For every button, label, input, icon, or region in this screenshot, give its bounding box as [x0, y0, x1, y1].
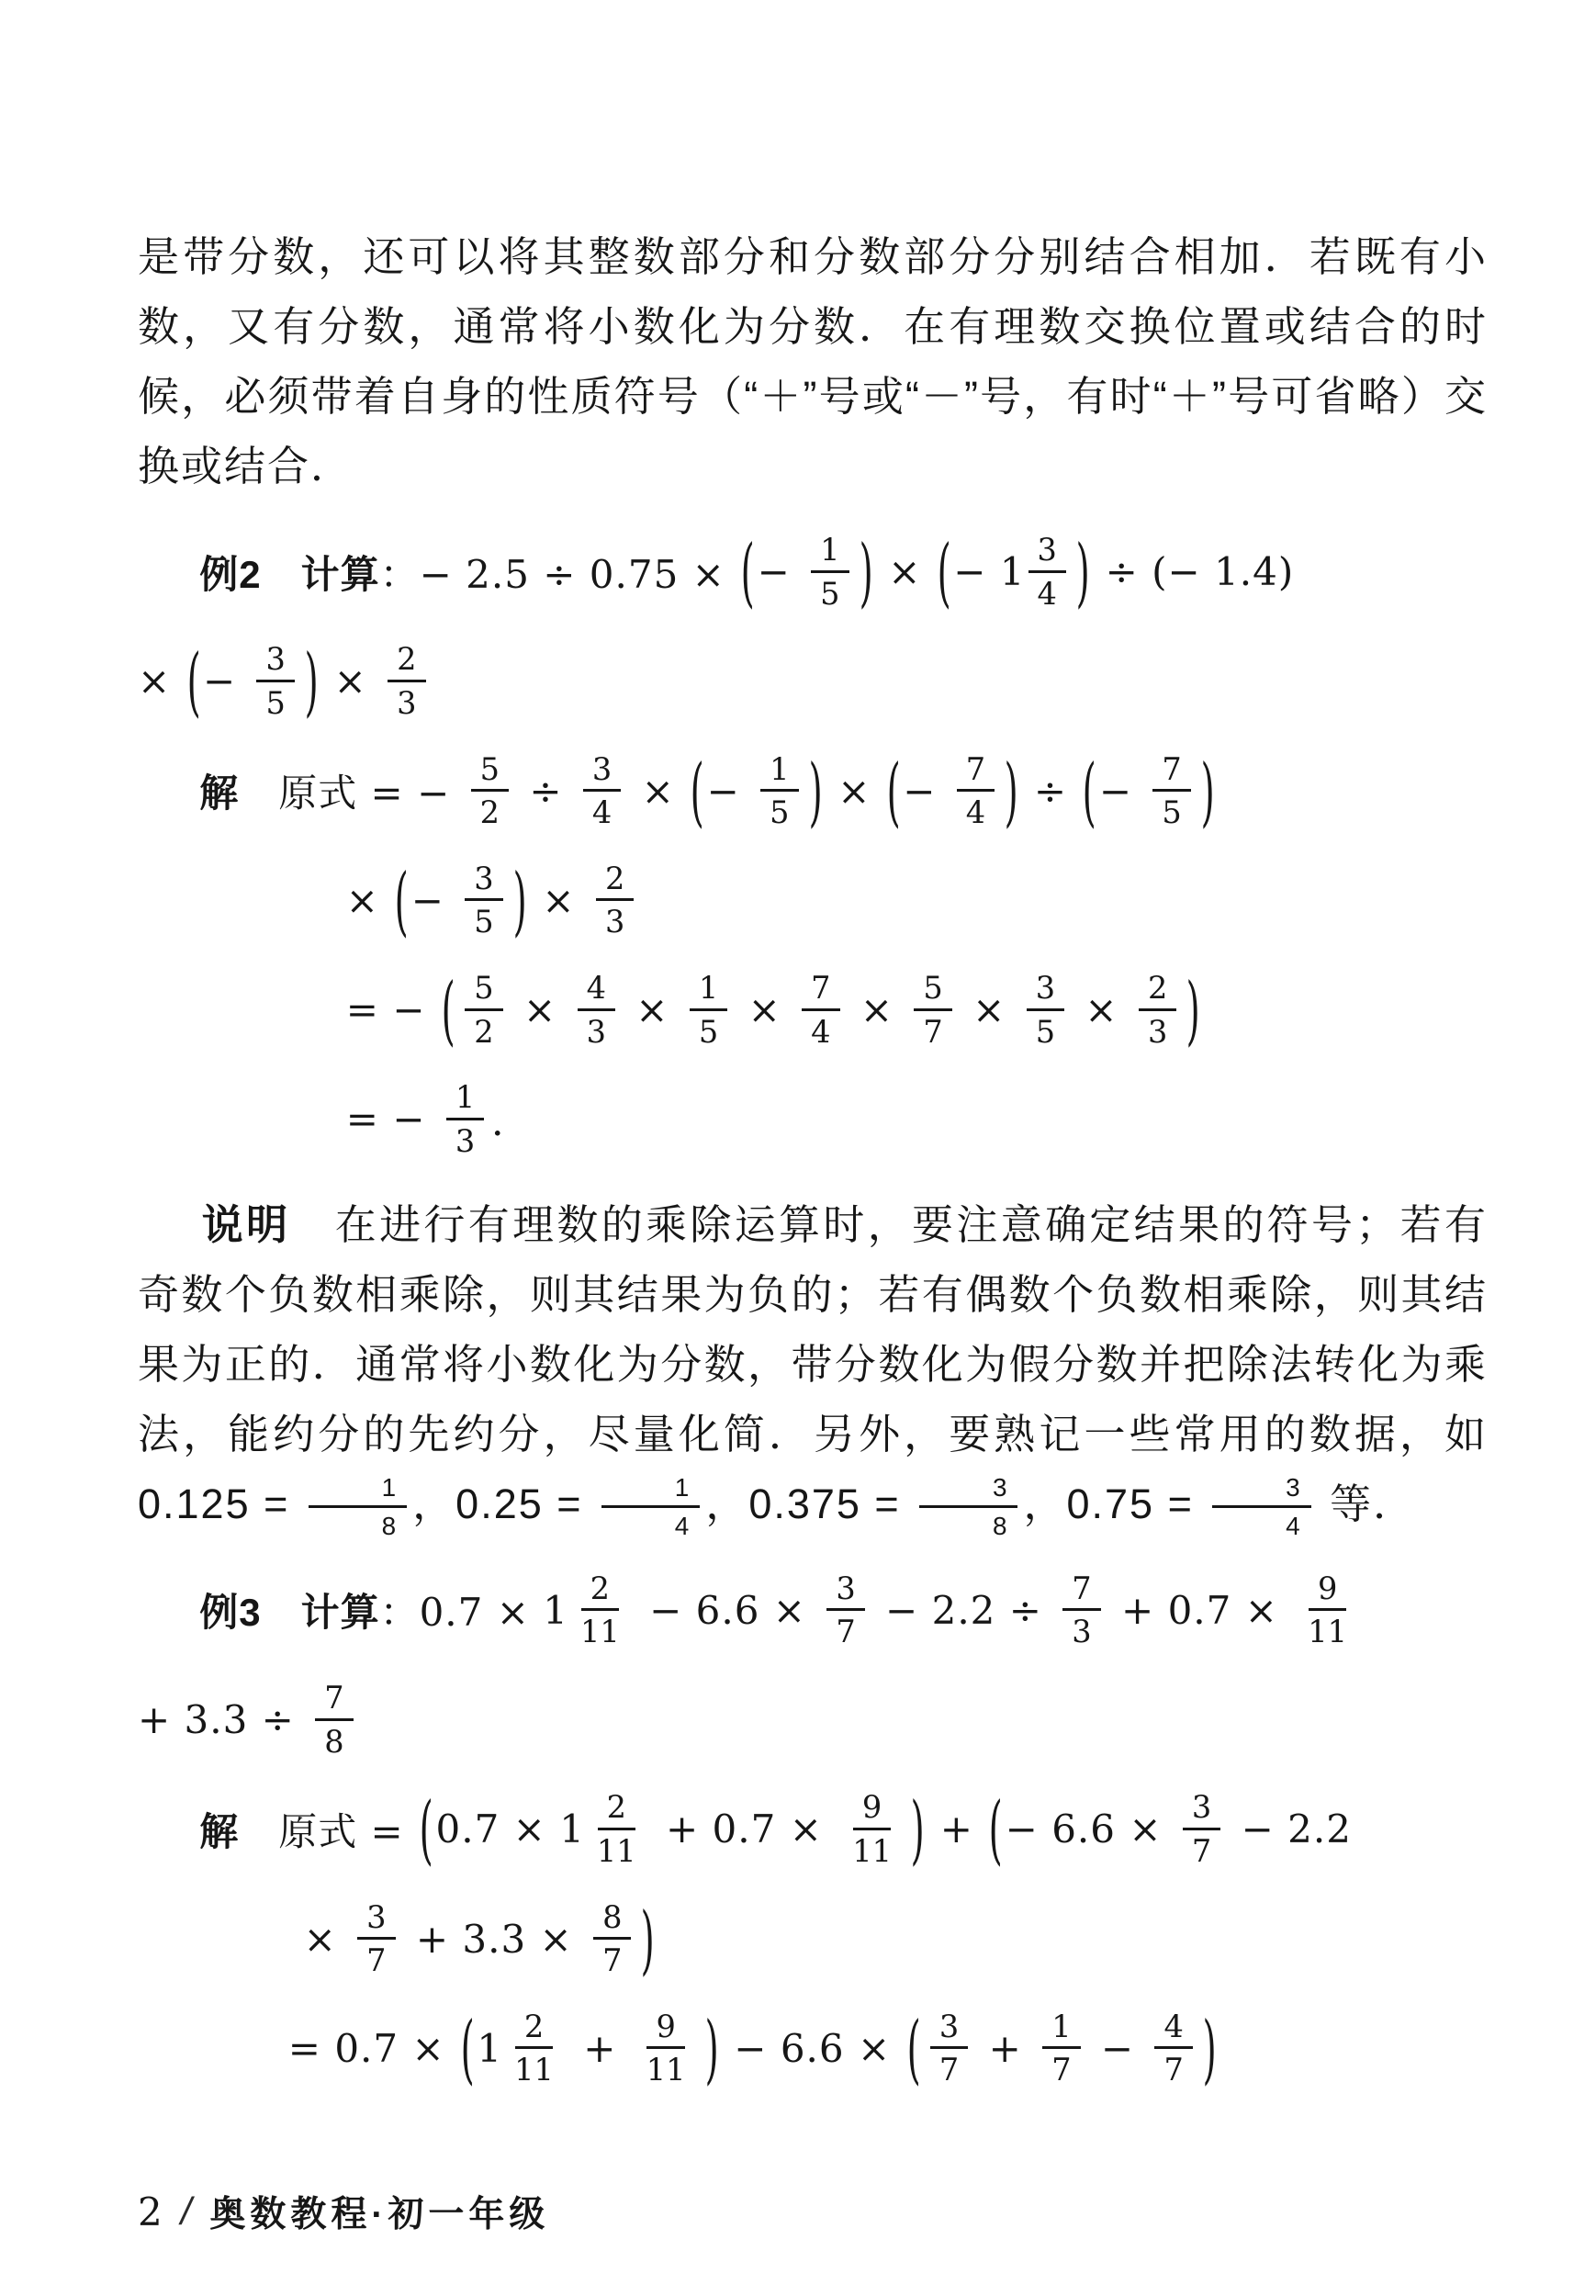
remark-paragraph — [138, 1190, 1488, 1540]
whole-number: 1 — [559, 1806, 584, 1852]
denominator: 11 — [1308, 1614, 1347, 1650]
denominator: 4 — [674, 1511, 691, 1540]
numerator: 3 — [1183, 1790, 1220, 1830]
numerator: 7 — [315, 1681, 353, 1721]
fraction — [471, 752, 509, 830]
text-run: − 2.2 ÷ — [871, 1587, 1056, 1633]
numerator: 3 — [583, 752, 621, 793]
numerator: 2 — [581, 1571, 619, 1612]
big-paren-close: ) — [1075, 527, 1090, 616]
text-run: ，0.375 = — [705, 1480, 915, 1527]
fraction — [843, 1790, 901, 1868]
denominator: 7 — [923, 1013, 943, 1050]
text-run: 在进行有理数的乘除运算时，要注意确定结果的符号；若有奇数个负数相乘除，则其结果为负的；若有偶数个负数相乘除，则其结果为正的．通常将小数化为分数，带分数化为假分数并把除法转化为乘法，能约分的先约分，尽量化简．另外，要熟记一些常用的数据，如 0.125 = — [138, 1200, 1488, 1527]
numerator: 7 — [957, 752, 995, 793]
text-run — [262, 1582, 301, 1638]
mixed-number — [543, 1571, 635, 1649]
text-run: + 0.7 × — [1107, 1587, 1292, 1633]
fraction — [760, 752, 798, 830]
big-paren-open: ( — [937, 527, 951, 616]
denominator: 5 — [1035, 1013, 1056, 1050]
text-run: = − — [345, 1097, 439, 1142]
content — [138, 222, 1488, 2093]
denominator: 2 — [479, 794, 500, 831]
denominator: 7 — [1191, 1832, 1212, 1869]
big-paren-close: ) — [1004, 747, 1018, 835]
text-run: + 3.3 ÷ — [138, 1697, 309, 1743]
text-run: × — [847, 987, 907, 1033]
bold-label: 说明 — [201, 1200, 291, 1248]
footer-separator: / — [180, 2189, 192, 2233]
bold-label: 解 — [199, 1809, 240, 1853]
text-run: × — [735, 987, 795, 1033]
fraction — [583, 752, 621, 830]
denominator: 8 — [992, 1511, 1009, 1540]
whole-number: 1 — [543, 1587, 568, 1633]
fraction — [637, 2009, 695, 2088]
fraction — [315, 1681, 353, 1759]
denominator: 5 — [265, 684, 286, 721]
big-paren-close: ) — [859, 527, 873, 616]
text-run: 是带分数，还可以将其整数部分和分数部分分别结合相加．若既有小数，又有分数，通常将小数化为分数．在有理数交换位置或结合的时候，必须带着自身的性质符号（“＋”号或“－”号，有时“＋”号可省略）交换或结合． — [138, 233, 1488, 490]
numerator: 3 — [357, 1900, 395, 1941]
text-run: × — [959, 987, 1019, 1033]
numerator: 1 — [811, 533, 849, 573]
text-run: × — [345, 877, 393, 923]
page-footer — [138, 2186, 549, 2237]
numerator: 1 — [601, 1473, 700, 1507]
text-run: ． — [491, 1098, 532, 1144]
big-paren-close: ) — [1186, 965, 1201, 1054]
denominator: 7 — [938, 2052, 960, 2088]
fraction — [1062, 1571, 1100, 1649]
big-paren-open: ( — [419, 1785, 433, 1874]
numerator: 2 — [388, 642, 425, 682]
bold-label: 计算 — [300, 1591, 380, 1635]
big-paren-open: ( — [186, 637, 201, 726]
text-run: − 6.6 × — [635, 1587, 820, 1633]
denominator: 11 — [596, 1832, 636, 1869]
fraction — [826, 1571, 864, 1649]
text-run: = 0.7 × — [287, 2025, 459, 2071]
text-run: × — [628, 768, 689, 814]
text-run: = − — [345, 987, 439, 1033]
page-number: 2 — [138, 2189, 163, 2234]
text-run: + — [569, 2025, 630, 2071]
text-run: × — [824, 768, 884, 814]
big-paren-open: ( — [886, 747, 901, 835]
numerator: 9 — [853, 1790, 891, 1830]
numerator: 3 — [930, 2009, 968, 2050]
numerator: 2 — [598, 1790, 635, 1830]
fraction — [256, 642, 294, 720]
numerator: 4 — [1154, 2009, 1192, 2050]
text-run: ：0.7 × — [379, 1590, 544, 1636]
bold-label: 例2 — [199, 552, 262, 596]
book-title: 奥数教程·初一年级 — [209, 2195, 550, 2234]
mixed-number — [477, 2009, 569, 2088]
denominator: 7 — [1163, 2052, 1184, 2088]
text-run: ÷ (− 1.4) — [1092, 549, 1295, 595]
big-paren-close: ) — [808, 747, 823, 835]
fraction — [601, 1473, 700, 1540]
numerator: 9 — [646, 2009, 684, 2050]
fraction — [465, 861, 502, 940]
numerator: 3 — [1027, 971, 1064, 1011]
big-paren-close: ) — [641, 1895, 656, 1984]
text-run: + 0.7 × — [652, 1806, 837, 1852]
fraction — [1154, 2009, 1192, 2088]
denominator: 7 — [602, 1942, 623, 1979]
denominator: 11 — [580, 1614, 620, 1650]
fraction — [505, 2009, 563, 2088]
fraction — [578, 971, 615, 1049]
example3-solution-line1 — [199, 1785, 1488, 1874]
text-run: − — [953, 549, 1000, 595]
denominator: 7 — [366, 1942, 387, 1979]
denominator: 8 — [324, 1723, 344, 1760]
denominator: 5 — [474, 904, 494, 940]
fraction — [1183, 1790, 1220, 1868]
numerator: 1 — [309, 1473, 407, 1507]
fraction — [1027, 971, 1064, 1049]
fraction — [446, 1080, 484, 1158]
numerator: 1 — [1042, 2009, 1080, 2050]
big-paren-close: ) — [304, 637, 319, 726]
example2-solution-line3 — [345, 965, 1488, 1054]
numerator: 9 — [1309, 1571, 1346, 1612]
bold-label: 例3 — [199, 1591, 262, 1635]
fraction — [1298, 1571, 1356, 1649]
text-run: 0.7 × — [435, 1806, 560, 1852]
numerator: 3 — [256, 642, 294, 682]
example2-solution-line1 — [199, 747, 1488, 835]
denominator: 3 — [1147, 1013, 1168, 1050]
text-run: + — [927, 1806, 987, 1852]
text-run: × — [622, 987, 682, 1033]
denominator: 8 — [381, 1511, 399, 1540]
numerator: 2 — [515, 2009, 553, 2050]
example2-solution-result — [346, 1080, 1488, 1158]
denominator: 4 — [811, 1013, 831, 1050]
denominator: 7 — [1051, 2052, 1072, 2088]
numerator: 4 — [578, 971, 615, 1011]
big-paren-open: ( — [394, 856, 410, 945]
denominator: 4 — [1286, 1511, 1302, 1540]
numerator: 8 — [593, 1900, 631, 1941]
numerator: 7 — [1152, 752, 1190, 793]
denominator: 5 — [698, 1013, 719, 1050]
text-run: × — [529, 877, 589, 923]
example3-problem — [199, 1571, 1488, 1649]
bold-label: 计算 — [300, 552, 380, 596]
denominator: 4 — [1037, 575, 1057, 612]
numerator: 2 — [596, 861, 634, 902]
text-run: × — [303, 1916, 351, 1962]
denominator: 4 — [591, 794, 613, 831]
text-run: − — [903, 768, 950, 814]
denominator: 3 — [586, 1013, 606, 1050]
big-paren-close: ) — [1202, 2004, 1217, 2093]
big-paren-close: ) — [1200, 747, 1215, 835]
numerator: 3 — [1212, 1473, 1310, 1507]
text-run: − 6.6 × — [720, 2025, 905, 2071]
example3-solution-line2 — [303, 1895, 1488, 1984]
text-run: + 3.3 × — [402, 1916, 587, 1962]
text-run: × — [1072, 987, 1131, 1033]
denominator: 3 — [604, 904, 625, 940]
whole-number: 1 — [999, 549, 1025, 595]
numerator: 7 — [1062, 1571, 1100, 1612]
text-run: ÷ — [516, 768, 576, 814]
big-paren-close: ) — [512, 856, 527, 945]
denominator: 4 — [965, 794, 986, 831]
numerator: 5 — [465, 971, 502, 1011]
denominator: 2 — [474, 1013, 494, 1050]
numerator: 3 — [1028, 533, 1066, 573]
numerator: 5 — [471, 752, 509, 793]
whole-number: 1 — [477, 2025, 502, 2071]
denominator: 7 — [836, 1614, 856, 1650]
example3-solution-line3 — [287, 2004, 1488, 2093]
fraction — [357, 1900, 395, 1978]
denominator: 11 — [514, 2052, 554, 2088]
text-run: − — [757, 549, 804, 595]
text-run: ÷ — [1020, 768, 1081, 814]
text-run: × — [138, 658, 185, 704]
text-run: + — [975, 2025, 1036, 2071]
fraction — [919, 1473, 1017, 1540]
example2-solution-line2 — [345, 856, 1488, 945]
text-run: × — [510, 987, 570, 1033]
numerator: 3 — [465, 861, 502, 902]
fraction — [690, 971, 727, 1049]
fraction — [465, 971, 502, 1049]
fraction — [1028, 533, 1066, 611]
fraction — [1042, 2009, 1080, 2088]
fraction — [1212, 1473, 1310, 1540]
numerator: 7 — [802, 971, 839, 1011]
numerator: 3 — [919, 1473, 1017, 1507]
denominator: 11 — [852, 1832, 892, 1869]
text-run — [262, 545, 301, 600]
denominator: 3 — [455, 1122, 476, 1159]
text-run: ，0.25 = — [412, 1480, 597, 1527]
big-paren-open: ( — [441, 965, 455, 1054]
fraction — [957, 752, 995, 830]
fraction — [388, 642, 425, 720]
text-run: ，0.75 = — [1023, 1480, 1208, 1527]
numerator: 1 — [446, 1080, 484, 1120]
text-run: − — [1098, 768, 1146, 814]
big-paren-close: ) — [704, 2004, 719, 2093]
text-run: − — [706, 768, 754, 814]
mixed-number — [559, 1790, 652, 1868]
big-paren-open: ( — [988, 1785, 1004, 1874]
text-run: ：− 2.5 ÷ 0.75 × — [379, 551, 739, 597]
fraction — [811, 533, 849, 611]
fraction — [593, 1900, 631, 1978]
big-paren-close: ) — [910, 1785, 925, 1874]
text-run: 原式 = − — [239, 771, 464, 816]
example3-problem-cont — [138, 1681, 1488, 1759]
big-paren-open: ( — [460, 2004, 475, 2093]
example2-problem-cont — [138, 637, 1488, 726]
fraction — [571, 1571, 629, 1649]
denominator: 5 — [820, 575, 840, 612]
big-paren-open: ( — [906, 2004, 921, 2093]
numerator: 1 — [690, 971, 727, 1011]
fraction — [1152, 752, 1190, 830]
denominator: 3 — [1072, 1614, 1092, 1650]
text-run: − — [410, 877, 458, 923]
text-run: − — [1087, 2025, 1148, 2071]
denominator: 11 — [646, 2052, 686, 2088]
numerator: 1 — [760, 752, 798, 793]
big-paren-open: ( — [740, 527, 755, 616]
numerator: 3 — [826, 1571, 864, 1612]
text-run: − 2.2 — [1228, 1806, 1352, 1852]
fraction — [802, 971, 839, 1049]
fraction — [930, 2009, 968, 2088]
numerator: 2 — [1139, 971, 1176, 1011]
fraction — [1139, 971, 1176, 1049]
text-run: × — [320, 658, 381, 704]
text-run: × — [874, 549, 935, 595]
denominator: 5 — [770, 794, 790, 831]
big-paren-open: ( — [1083, 747, 1097, 835]
numerator: 5 — [914, 971, 951, 1011]
fraction — [588, 1790, 646, 1868]
text-run: 等． — [1316, 1480, 1417, 1527]
fraction — [309, 1473, 407, 1540]
bold-label: 解 — [199, 771, 240, 816]
denominator: 5 — [1162, 794, 1182, 831]
text-run: − — [202, 658, 250, 704]
fraction — [596, 861, 634, 940]
mixed-number — [1000, 533, 1073, 611]
big-paren-open: ( — [690, 747, 704, 835]
text-run: − 6.6 × — [1005, 1806, 1175, 1852]
intro-paragraph — [138, 222, 1488, 501]
example2-problem — [199, 527, 1488, 616]
fraction — [914, 971, 951, 1049]
denominator: 3 — [397, 684, 417, 721]
text-run: 原式 = — [239, 1808, 418, 1854]
